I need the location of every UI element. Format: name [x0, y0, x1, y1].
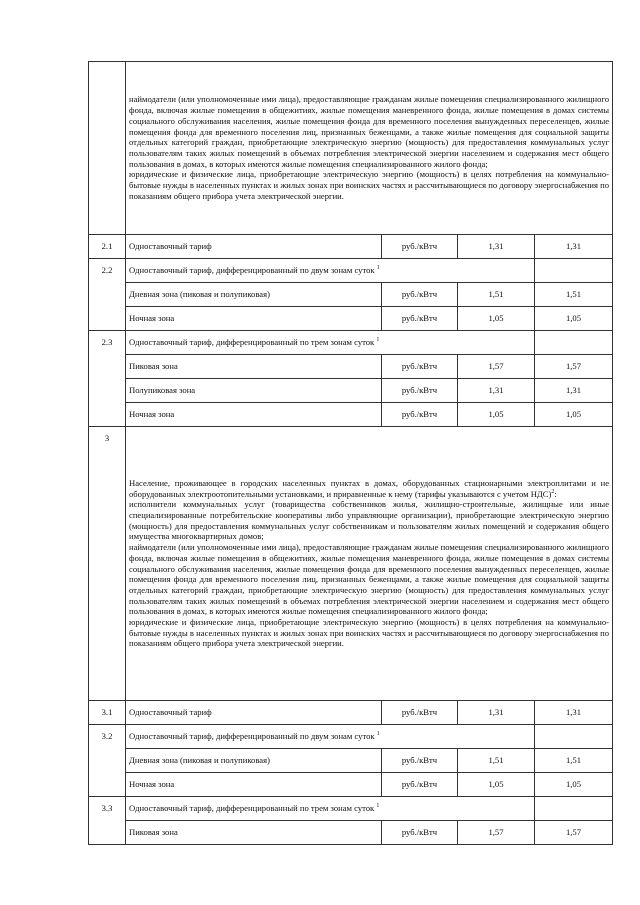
tariff-label [126, 797, 535, 821]
tariff-value-2: 1,57 [535, 821, 613, 845]
table-row [89, 379, 613, 403]
tariff-unit: руб./кВтч [382, 235, 458, 259]
tariff-label: Одноставочный тариф [126, 701, 382, 725]
table-row [89, 773, 613, 797]
tariff-label [126, 259, 535, 283]
intro-end: : [554, 488, 557, 499]
tariff-label-text: Одноставочный тариф, дифференцированный по двум зонам суток [129, 265, 375, 276]
table-row [89, 355, 613, 379]
tariff-label: Одноставочный тариф [126, 235, 382, 259]
zone-label: Дневная зона (пиковая и полупиковая) [126, 749, 382, 773]
footnote-mark: 2 [551, 488, 555, 495]
row-number: 3.1 [89, 701, 126, 725]
description-paragraph: наймодатели (или уполномоченные ими лица), предоставляющие гражданам жилые помещения специализированного жилищного фонда, включая жилые помещения в общежитиях, жилые помещения маневренного фонда, жилые помещения в домах системы социального обслуживания населения, жилые помещения фонда для временного поселения вынужденных переселенцев, жилые помещения фонда для временного поселения лиц, признанных беженцами, а также жилые помещения для социальной защиты отдельных категорий граждан, приобретающие электрическую энергию (мощность) для предоставления коммунальных услуг пользователям таких жилых помещений в объемах потребления электрической энергии населением и содержания мест общего пользования в домах, в которых имеются жилые помещения специализированного жилого фонда; [129, 542, 610, 617]
table-row [89, 283, 613, 307]
tariff-value-2: 1,05 [535, 403, 613, 427]
zone-label: Дневная зона (пиковая и полупиковая) [126, 283, 382, 307]
tariff-label-text: Одноставочный тариф, дифференцированный по трем зонам суток [129, 803, 375, 814]
description-paragraph [129, 478, 609, 499]
description-paragraph: юридические и физические лица, приобретающие электрическую энергию (мощность) в целях потребления на коммунально-бытовые нужды в населенных пунктах и жилых зонах при воинских частях и рассчитывающиеся по договору энергоснабжения по показаниям общего прибора учета электрической энергии. [129, 617, 610, 649]
tariff-unit: руб./кВтч [382, 283, 458, 307]
row-number [89, 62, 126, 235]
zone-label: Ночная зона [126, 307, 382, 331]
table-row [89, 797, 613, 821]
tariff-value-1: 1,57 [458, 821, 535, 845]
empty-cell [535, 331, 613, 355]
tariff-value-2: 1,31 [535, 701, 613, 725]
footnote-mark: 1 [376, 337, 380, 344]
table-row [89, 821, 613, 845]
description-paragraph: наймодатели (или уполномоченные ими лица), предоставляющие гражданам жилые помещения специализированного жилищного фонда, включая жилые помещения в общежитиях, жилые помещения маневренного фонда, жилые помещения в домах системы социального обслуживания населения, жилые помещения фонда для временного поселения вынужденных переселенцев, жилые помещения фонда для временного поселения лиц, признанных беженцами, а также жилые помещения для социальной защиты отдельных категорий граждан, приобретающие электрическую энергию (мощность) для предоставления коммунальных услуг пользователям таких жилых помещений в объемах потребления электрической энергии населением и содержания мест общего пользования в домах, в которых имеются жилые помещения специализированного жилого фонда; [129, 94, 610, 169]
tariff-value-1: 1,31 [458, 235, 535, 259]
tariff-value-1: 1,05 [458, 773, 535, 797]
tariff-label-text: Одноставочный тариф, дифференцированный по двум зонам суток [129, 731, 375, 742]
tariff-value-2: 1,31 [535, 235, 613, 259]
tariff-value-1: 1,31 [458, 379, 535, 403]
footnote-mark: 1 [376, 731, 380, 738]
table-row [89, 749, 613, 773]
tariff-unit: руб./кВтч [382, 379, 458, 403]
table-row [89, 725, 613, 749]
tariff-label-text: Одноставочный тариф, дифференцированный по трем зонам суток [129, 337, 375, 348]
tariff-unit: руб./кВтч [382, 821, 458, 845]
zone-label: Пиковая зона [126, 355, 382, 379]
zone-label: Пиковая зона [126, 821, 382, 845]
tariff-value-2: 1,57 [535, 355, 613, 379]
tariff-value-1: 1,51 [458, 283, 535, 307]
table-row [89, 403, 613, 427]
zone-label: Ночная зона [126, 773, 382, 797]
row-number: 2.2 [89, 259, 126, 331]
zone-label: Полупиковая зона [126, 379, 382, 403]
tariff-unit: руб./кВтч [382, 355, 458, 379]
tariff-unit: руб./кВтч [382, 773, 458, 797]
tariff-unit: руб./кВтч [382, 701, 458, 725]
table-row [89, 701, 613, 725]
tariff-value-2: 1,51 [535, 283, 613, 307]
empty-cell [535, 797, 613, 821]
tariff-value-2: 1,51 [535, 749, 613, 773]
category-description [126, 62, 613, 235]
category-description [126, 427, 613, 701]
tariff-unit: руб./кВтч [382, 403, 458, 427]
tariff-value-1: 1,31 [458, 701, 535, 725]
table-row [89, 62, 613, 235]
row-number: 3 [89, 427, 126, 701]
intro-text: Население, проживающее в городских населенных пунктах в домах, оборудованных стационарными электроплитами и не оборудованных электроотопительными установками, и приравненные к нему (тарифы указываются с учетом НДС) [129, 477, 610, 499]
tariff-unit: руб./кВтч [382, 307, 458, 331]
tariff-label [126, 725, 535, 749]
tariff-table [88, 61, 613, 845]
row-number: 3.3 [89, 797, 126, 845]
footnote-mark: 1 [376, 803, 380, 810]
row-number: 3.2 [89, 725, 126, 797]
zone-label: Ночная зона [126, 403, 382, 427]
tariff-value-1: 1,05 [458, 403, 535, 427]
table-row [89, 235, 613, 259]
footnote-mark: 1 [376, 265, 380, 272]
tariff-value-1: 1,51 [458, 749, 535, 773]
table-row [89, 331, 613, 355]
empty-cell [535, 259, 613, 283]
table-row [89, 427, 613, 701]
row-number: 2.3 [89, 331, 126, 427]
table-row [89, 307, 613, 331]
tariff-value-1: 1,05 [458, 307, 535, 331]
tariff-unit: руб./кВтч [382, 749, 458, 773]
empty-cell [535, 725, 613, 749]
tariff-label [126, 331, 535, 355]
description-paragraph: юридические и физические лица, приобретающие электрическую энергию (мощность) в целях потребления на коммунально-бытовые нужды в населенных пунктах и жилых зонах при воинских частях и рассчитывающиеся по договору энергоснабжения по показаниям общего прибора учета электрической энергии. [129, 169, 610, 201]
tariff-value-1: 1,57 [458, 355, 535, 379]
tariff-value-2: 1,05 [535, 307, 613, 331]
tariff-value-2: 1,05 [535, 773, 613, 797]
table-row [89, 259, 613, 283]
tariff-value-2: 1,31 [535, 379, 613, 403]
row-number: 2.1 [89, 235, 126, 259]
description-paragraph: исполнители коммунальных услуг (товарищества собственников жилья, жилищно-строительные, жилищные или иные специализированные потребительские кооперативы либо управляющие организации), приобретающие электрическую энергию (мощность) для предоставления коммунальных услуг собственникам и пользователям жилых помещений и содержания общего имущества многоквартирных домов; [129, 499, 610, 542]
